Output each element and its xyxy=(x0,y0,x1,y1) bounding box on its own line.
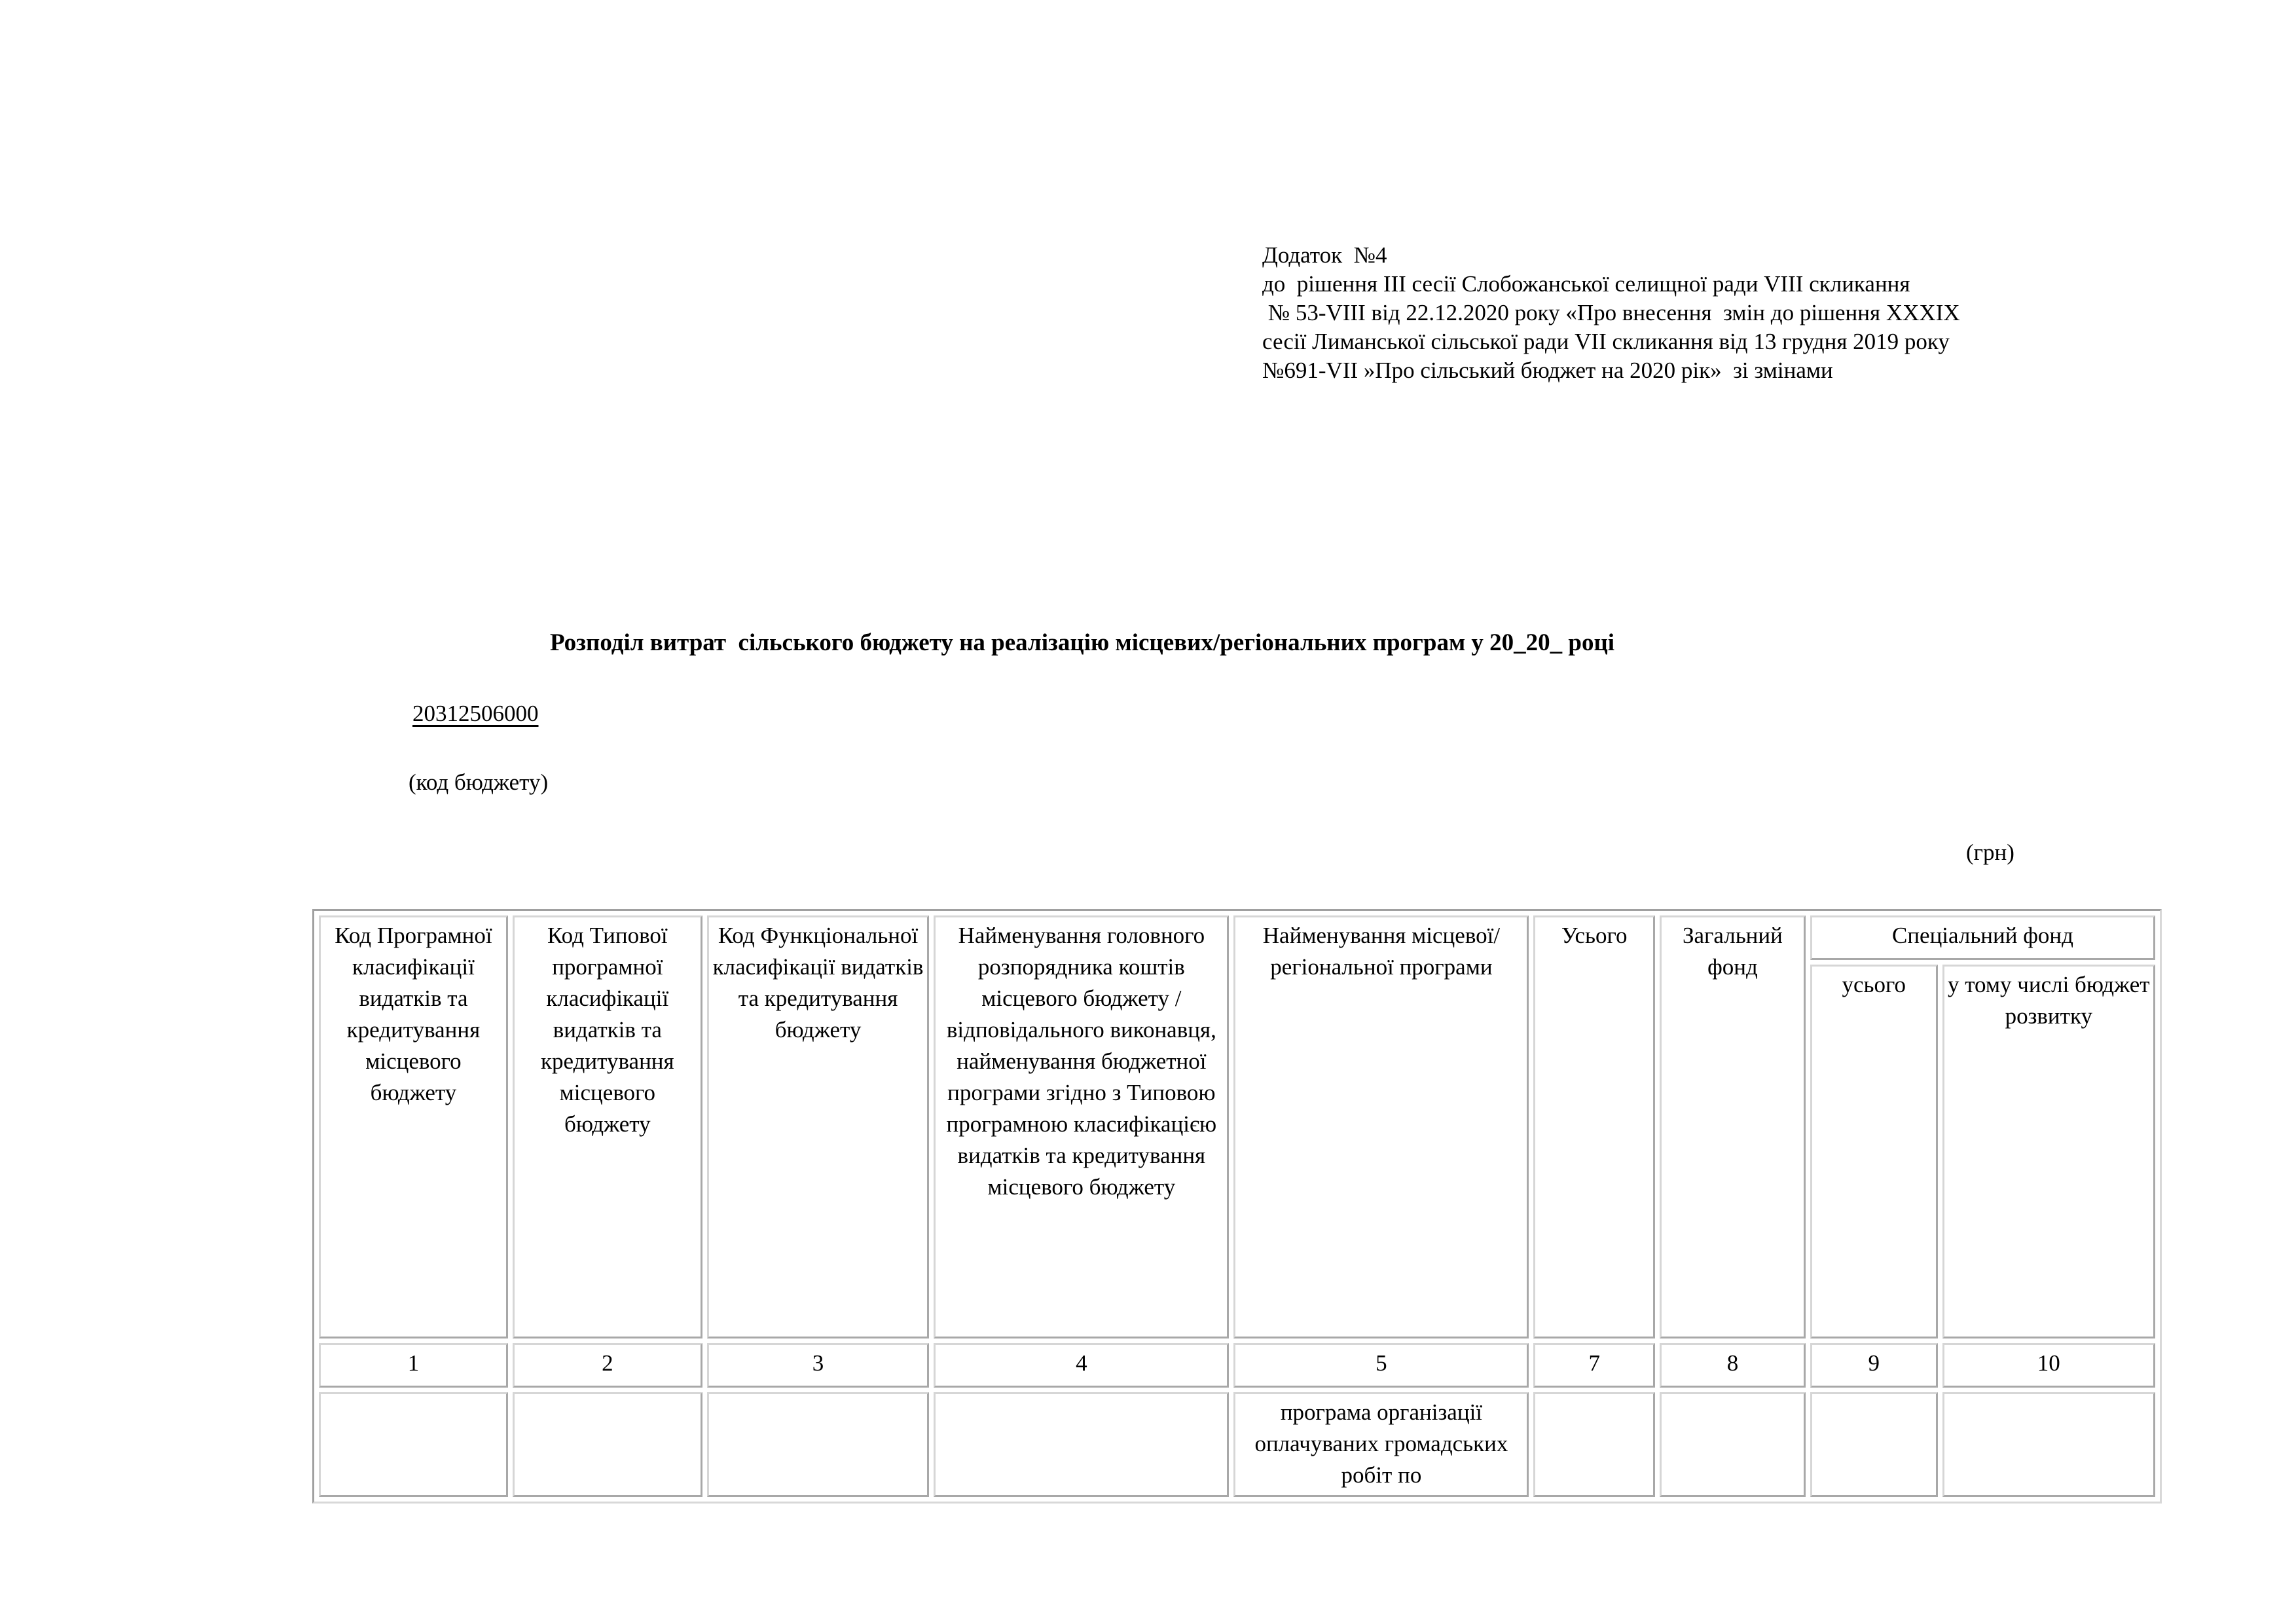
appendix-note-line: до рішення ІІІ сесії Слобожанської селищної ради VIII скликання xyxy=(1262,271,1910,297)
column-number: 5 xyxy=(1233,1343,1529,1388)
appendix-note-line: Додаток №4 xyxy=(1262,242,1387,268)
budget-table xyxy=(312,909,2162,1504)
header-special-fund-total: усього xyxy=(1810,965,1938,1338)
cell-functional-code xyxy=(707,1392,930,1497)
cell-program-name: програма організації оплачуваних громадських робіт по xyxy=(1233,1392,1529,1497)
appendix-note-line: №691-VII »Про сільський бюджет на 2020 рік» зі змінами xyxy=(1262,358,1833,383)
appendix-note-line: сесії Лиманської сільської ради VII скликання від 13 грудня 2019 року xyxy=(1262,329,1950,354)
budget-table-container xyxy=(312,909,2162,1504)
table-row xyxy=(319,1392,2155,1497)
cell-general-fund xyxy=(1660,1392,1806,1497)
currency-unit: (грн) xyxy=(1966,840,2014,865)
appendix-note xyxy=(1262,241,1960,385)
column-number-row xyxy=(319,1343,2155,1388)
header-general-fund: Загальний фонд xyxy=(1660,915,1806,1338)
table-header-row xyxy=(319,915,2155,960)
column-number: 3 xyxy=(707,1343,930,1388)
cell-development-budget xyxy=(1942,1392,2155,1497)
column-number: 9 xyxy=(1810,1343,1938,1388)
header-typical-program-code: Код Типової програмної класифікації видатків та кредитування місцевого бюджету xyxy=(513,915,702,1338)
header-development-budget: у тому числі бюджет розвитку xyxy=(1942,965,2155,1338)
header-program-name: Найменування місцевої/регіональної програми xyxy=(1233,915,1529,1338)
header-program-code: Код Програмної класифікації видатків та кредитування місцевого бюджету xyxy=(319,915,508,1338)
column-number: 2 xyxy=(513,1343,702,1388)
document-title: Розподіл витрат сільського бюджету на реалізацію місцевих/регіональних програм у 20_20_ році xyxy=(550,629,1615,656)
cell-manager-name xyxy=(934,1392,1229,1497)
cell-typical-program-code xyxy=(513,1392,702,1497)
budget-code-value: 20312506000 xyxy=(412,701,539,726)
cell-total xyxy=(1533,1392,1654,1497)
cell-special-fund-total xyxy=(1810,1392,1938,1497)
column-number: 10 xyxy=(1942,1343,2155,1388)
column-number: 1 xyxy=(319,1343,508,1388)
header-special-fund: Спеціальний фонд xyxy=(1810,915,2155,960)
cell-program-code xyxy=(319,1392,508,1497)
column-number: 4 xyxy=(934,1343,1229,1388)
header-functional-code: Код Функціональної класифікації видатків та кредитування бюджету xyxy=(707,915,930,1338)
column-number: 8 xyxy=(1660,1343,1806,1388)
header-total: Усього xyxy=(1533,915,1654,1338)
appendix-note-line: № 53-VIII від 22.12.2020 року «Про внесення змін до рішення ХХХIX xyxy=(1262,300,1960,325)
budget-code-label: (код бюджету) xyxy=(409,769,549,795)
column-number: 7 xyxy=(1533,1343,1654,1388)
header-manager-name: Найменування головного розпорядника коштів місцевого бюджету / відповідального виконавця, найменування бюджетної програми згідно з Типовою програмною класифікацією видатків та кредитування місцевого бюджету xyxy=(934,915,1229,1338)
